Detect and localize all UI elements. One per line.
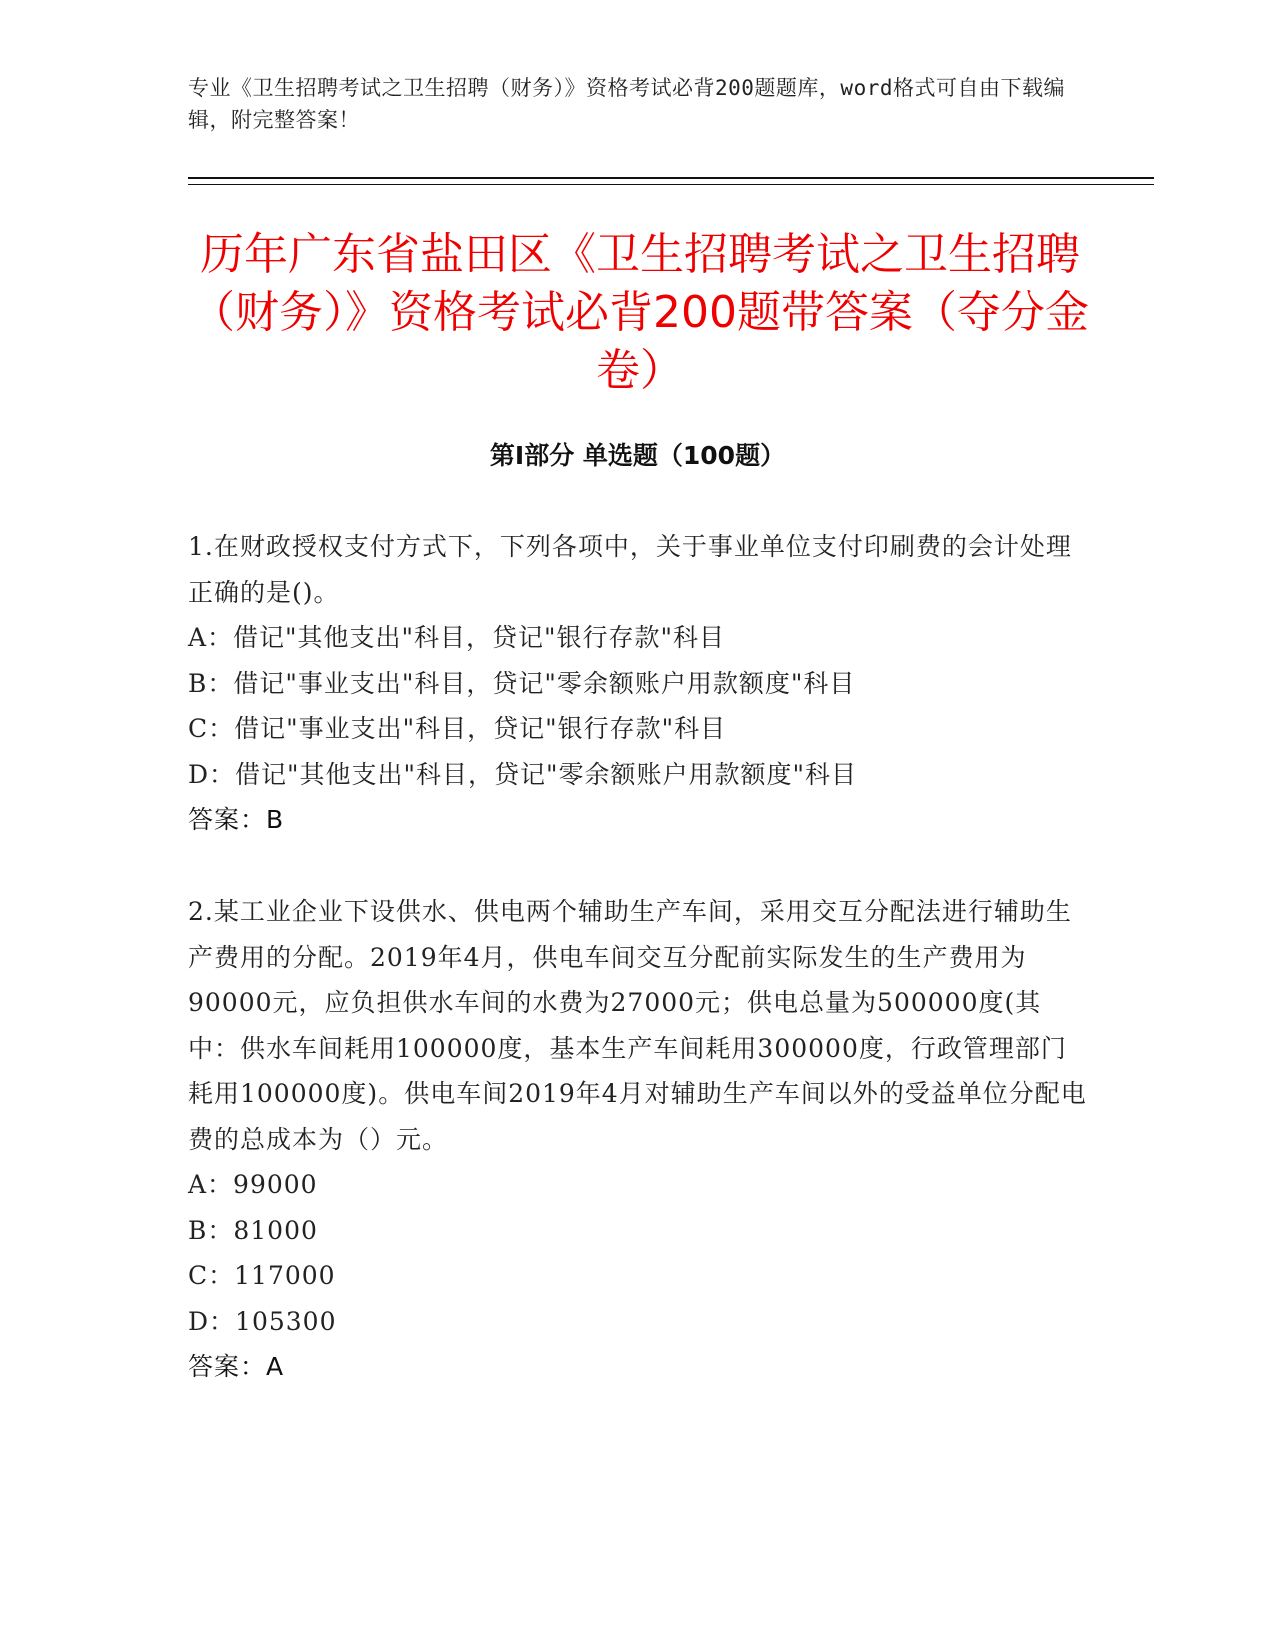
answer: 答案：A bbox=[188, 1352, 285, 1381]
header-divider-thin bbox=[188, 184, 1154, 185]
option-b: B：81000 bbox=[188, 1215, 318, 1245]
section-title: 第I部分 单选题（100题） bbox=[489, 441, 786, 470]
question-stem: 1.在财政授权支付方式下，下列各项中，关于事业单位支付印刷费的会计处理正确的是()。 bbox=[188, 532, 1072, 607]
question-stem: 2.某工业企业下设供水、供电两个辅助生产车间，采用交互分配法进行辅助生产费用的分配。2019年4月，供电车间交互分配前实际发生的生产费用为90000元，应负担供水车间的水费为27000元；供电总量为500000度(其中：供水车间耗用100000度，基本生产车间耗用300000度，行政管理部门耗用100000度)。供电车间2019年4月对辅助生产车间以外的受益单位分配电费的总成本为（）元。 bbox=[188, 897, 1087, 1154]
document-title: 历年广东省盐田区《卫生招聘考试之卫生招聘（财务）》资格考试必背200题带答案（夺分金卷） bbox=[191, 229, 1089, 396]
question-2 bbox=[188, 889, 1088, 1390]
option-d: D：105300 bbox=[188, 1306, 337, 1336]
option-c: C：借记"事业支出"科目，贷记"银行存款"科目 bbox=[188, 714, 727, 743]
answer: 答案：B bbox=[188, 805, 285, 834]
option-c: C：117000 bbox=[188, 1261, 336, 1290]
header-note: 专业《卫生招聘考试之卫生招聘（财务）》资格考试必背200题题库，word格式可自由下载编辑，附完整答案！ bbox=[188, 76, 1065, 132]
option-b: B：借记"事业支出"科目，贷记"零余额账户用款额度"科目 bbox=[188, 668, 856, 698]
question-1 bbox=[188, 524, 1088, 843]
option-d: D：借记"其他支出"科目，贷记"零余额账户用款额度"科目 bbox=[188, 759, 858, 789]
header-divider-thick bbox=[188, 177, 1154, 179]
option-a: A：借记"其他支出"科目，贷记"银行存款"科目 bbox=[188, 623, 726, 652]
option-a: A：99000 bbox=[188, 1170, 318, 1199]
